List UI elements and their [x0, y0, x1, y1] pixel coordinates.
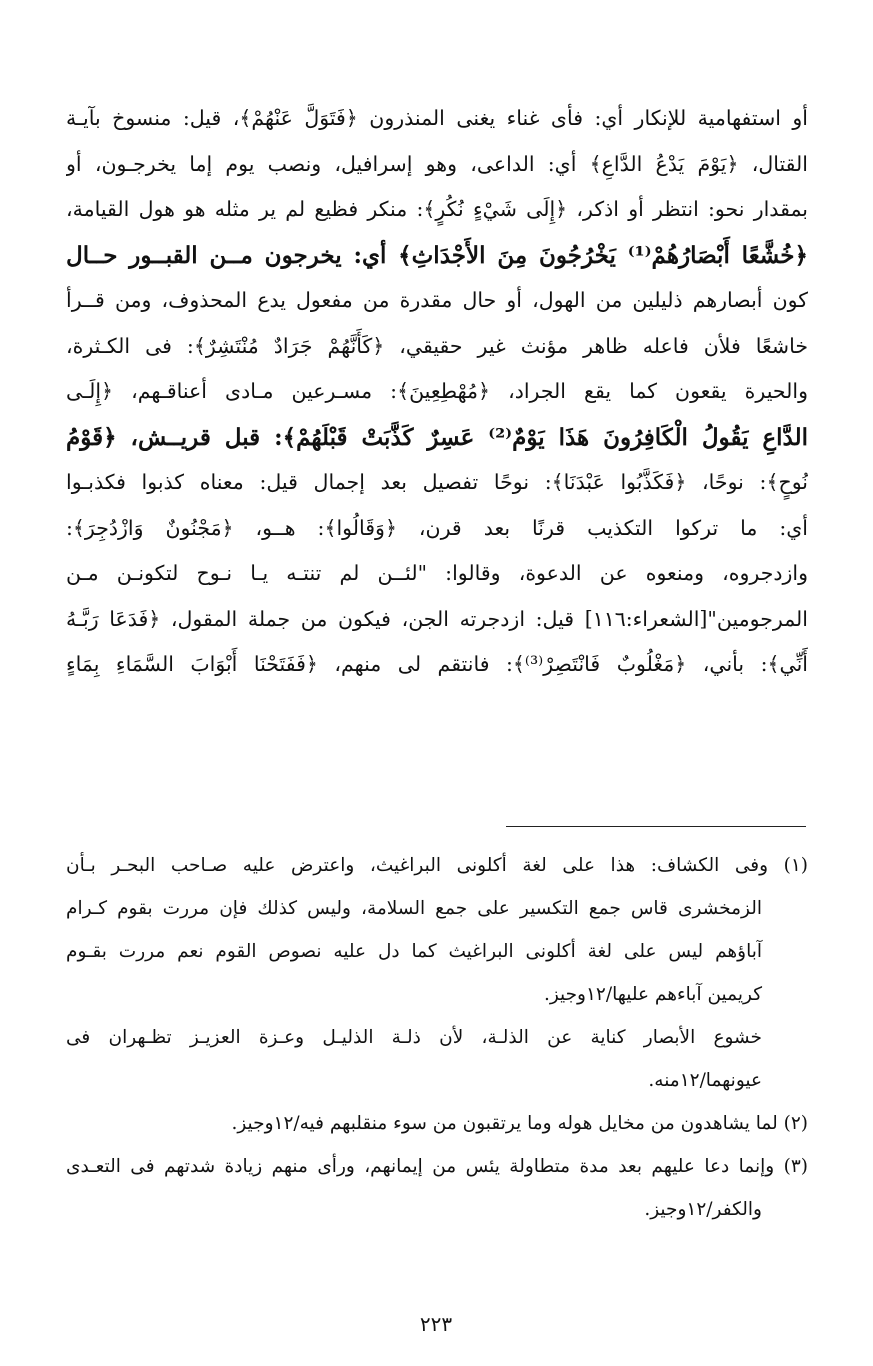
- footnote-line: والكفر/١٢وجيز.: [644, 1199, 762, 1220]
- footnote-line: الزمخشرى قاس جمع التكسير على جمع السلامة، وليس كذلك فإن مررت بقوم كـرام: [66, 898, 762, 919]
- text-line: الدَّاعِ يَقُولُ الْكَافِرُونَ هَذَا يَوْمٌ⁽²⁾ عَسِرٌ كَذَّبَتْ قَبْلَهُمْ﴾: قبل قريــش، ﴿قَوْمُ: [66, 423, 808, 451]
- footnote-line: (١) وفى الكشاف: هذا على لغة أكلونى البراغيث، واعترض عليه صـاحب البحـر بـأن: [66, 855, 808, 876]
- footnote-line: خشوع الأبصار كناية عن الذلـة، لأن ذلـة الذليـل وعـزة العزيـز تظـهران فى: [66, 1027, 762, 1048]
- text-line: بمقدار نحو: انتظر أو اذكر، ﴿إِلَى شَيْءٍ نُكُرٍ﴾: منكر فظيع لم ير مثله هو هول القيامة،: [66, 197, 808, 221]
- footnote-line: عيونهما/١٢منه.: [648, 1070, 762, 1091]
- text-line: خاشعًا فلأن فاعله ظاهر مؤنث غير حقيقي، ﴿كَأَنَّهُمْ جَرَادٌ مُنْتَشِرٌ﴾: فى الكـثرة،: [66, 333, 808, 358]
- text-line: أي: ما تركوا التكذيب قرنًا بعد قرن، ﴿وَقَالُوا﴾: هــو، ﴿مَجْنُونٌ وَازْدُجِرَ﴾:: [66, 515, 808, 540]
- footnote-line: كريمين آباءهم عليها/١٢وجيز.: [543, 984, 762, 1005]
- footnote-line: (٣) وإنما دعا عليهم بعد مدة متطاولة يئس من إيمانهم، ورأى منهم زيادة شدتهم فى التعـدى: [66, 1156, 808, 1177]
- footnotes: [66, 844, 808, 1231]
- page-number: ٢٢٣: [419, 1312, 453, 1336]
- text-line: أَنِّي﴾: بأني، ﴿مَغْلُوبٌ فَانْتَصِرْ⁽³⁾﴾: فانتقم لى منهم، ﴿فَفَتَحْنَا أَبْوَابَ السَّمَاءِ بِمَاءٍ: [66, 652, 808, 676]
- footnote-line: آباؤهم ليس على لغة أكلونى البراغيث كما دل عليه نصوص القوم نعم مررت بقـوم: [66, 941, 762, 962]
- text-line: المرجومين"[الشعراء:١١٦] قيل: ازدجرته الجن، فيكون من جملة المقول، ﴿فَدَعَا رَبَّـهُ: [66, 606, 808, 631]
- text-line: والحيرة يقعون كما يقع الجراد، ﴿مُهْطِعِينَ﴾: مسـرعين مـادى أعناقـهم، ﴿إِلَـى: [66, 379, 808, 403]
- text-line: وازدجروه، ومنعوه عن الدعوة، وقالوا: "لئــن لم تنتـه يـا نـوح لتكونـن مـن: [66, 561, 808, 585]
- text-line: ﴿خُشَّعًا أَبْصَارُهُمْ⁽¹⁾ يَخْرُجُونَ مِنَ الأَجْدَاثِ﴾ أي: يخرجون مــن القبــور حــال: [66, 241, 808, 269]
- main-text: [66, 96, 808, 688]
- footnote-separator: [506, 826, 806, 827]
- footnote-line: (٢) لما يشاهدون من مخايل هوله وما يرتقبون من سوء منقلبهم فيه/١٢وجيز.: [231, 1113, 808, 1134]
- text-line: نُوحٍ﴾: نوحًا، ﴿فَكَذَّبُوا عَبْدَنَا﴾: نوحًا تفصيل بعد إجمال قيل: معناه كذبوا فكذبـوا: [66, 470, 808, 494]
- text-line: أو استفهامية للإنكار أي: فأى غناء يغنى المنذرون ﴿فَتَوَلَّ عَنْهُمْ﴾، قيل: منسوخ بآيـة: [66, 106, 808, 130]
- text-line: كون أبصارهم ذليلين من الهول، أو حال مقدرة من مفعول يدع المحذوف، ومن قــرأ: [66, 288, 808, 312]
- text-line: القتال، ﴿يَوْمَ يَدْعُ الدَّاعِ﴾ أي: الداعى، وهو إسرافيل، ونصب يوم إما يخرجـون، أو: [66, 151, 808, 176]
